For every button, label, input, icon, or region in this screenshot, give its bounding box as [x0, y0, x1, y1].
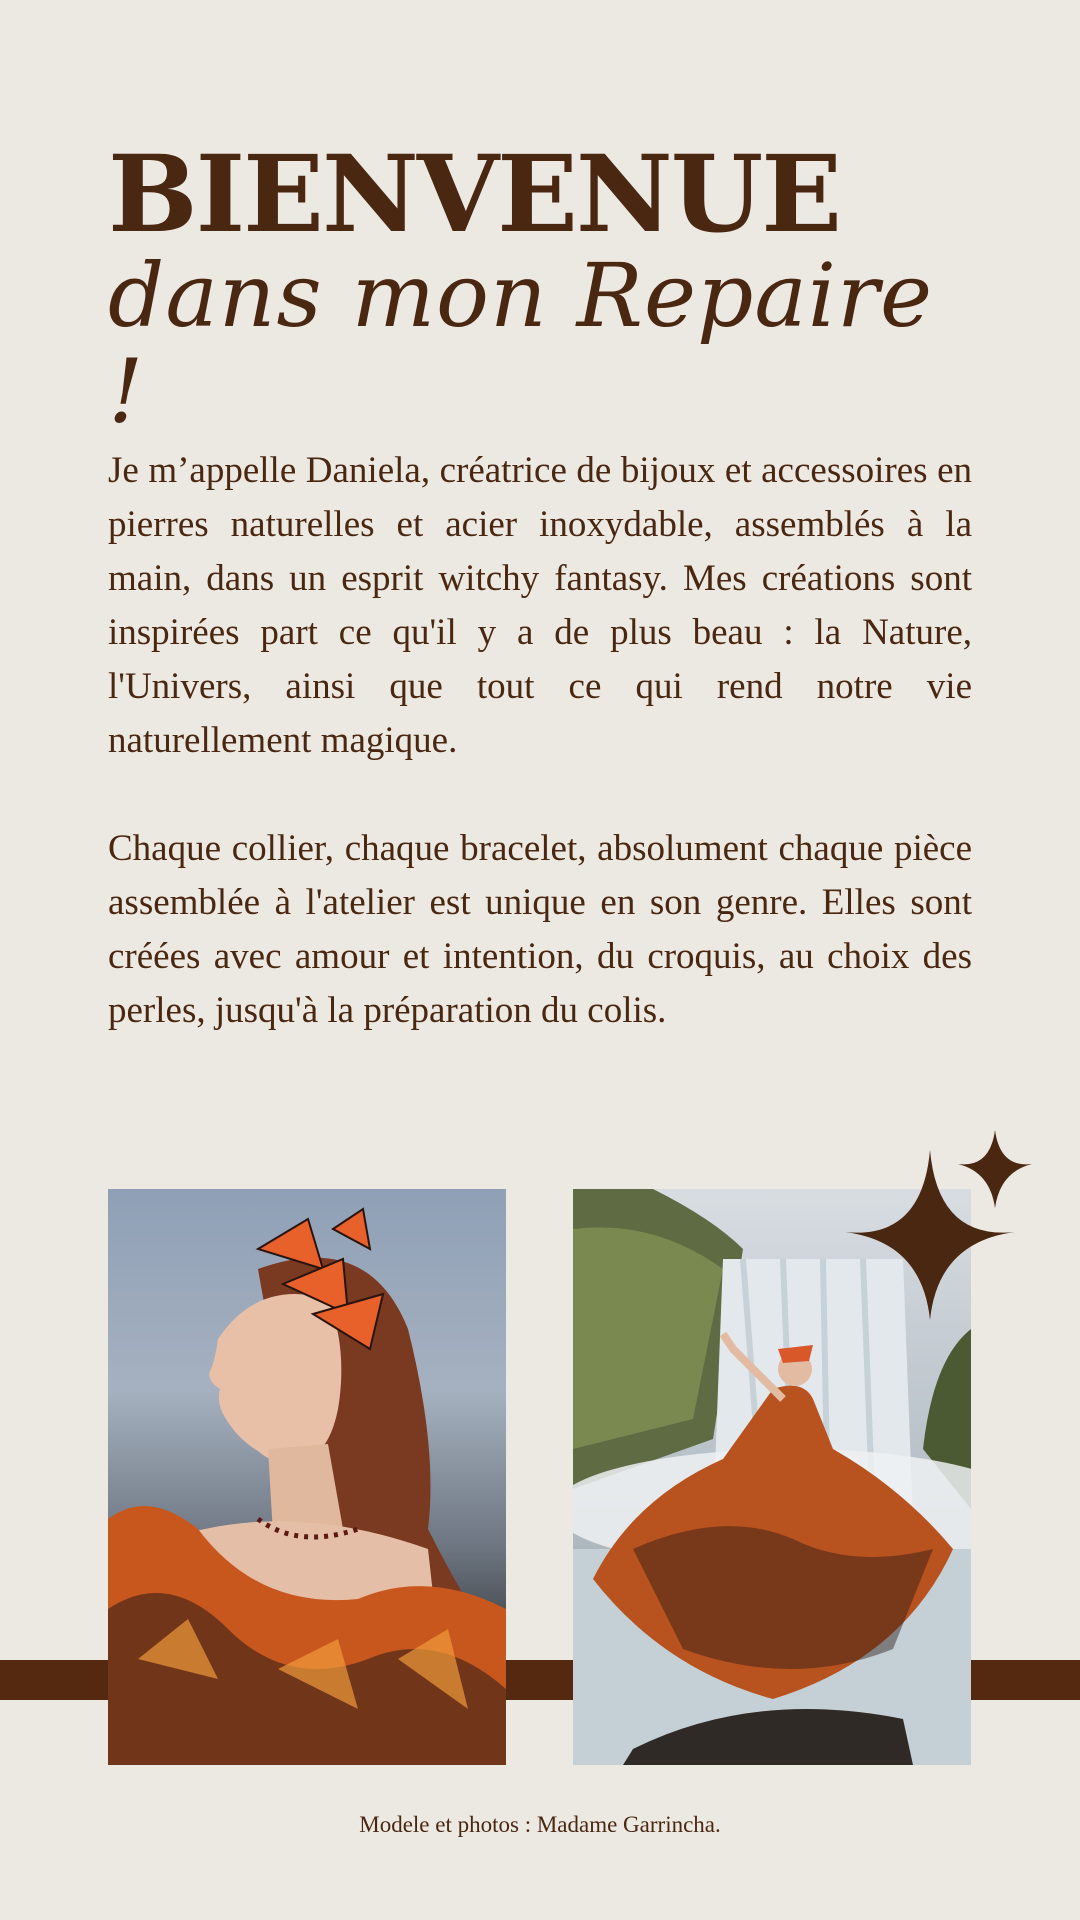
- photo-credit: Modele et photos : Madame Garrincha.: [359, 1812, 721, 1837]
- intro-paragraph-2: Chaque collier, chaque bracelet, absolument chaque pièce assemblée à l'atelier est unique en son genre. Elles sont créées avec amour et intention, du croquis, au choix des perles, jusqu'à la préparation du colis.: [108, 828, 972, 1031]
- portrait-illustration: [108, 1189, 506, 1765]
- page-title: BIENVENUE: [108, 131, 841, 256]
- intro-text: [108, 444, 972, 1092]
- intro-paragraph-1: Je m’appelle Daniela, créatrice de bijoux et accessoires en pierres naturelles et acier inoxydable, assemblés à la main, dans un esprit witchy fantasy. Mes créations sont inspirées part ce qu'il y a de plus beau : la Nature, l'Univers, ainsi que tout ce qui rend notre vie naturellement magique.: [108, 450, 972, 761]
- sparkle-icon: [840, 1120, 1040, 1320]
- page-subtitle: dans mon Repaire !: [108, 244, 934, 443]
- portrait-photo: [108, 1189, 506, 1765]
- title-block: [108, 131, 988, 443]
